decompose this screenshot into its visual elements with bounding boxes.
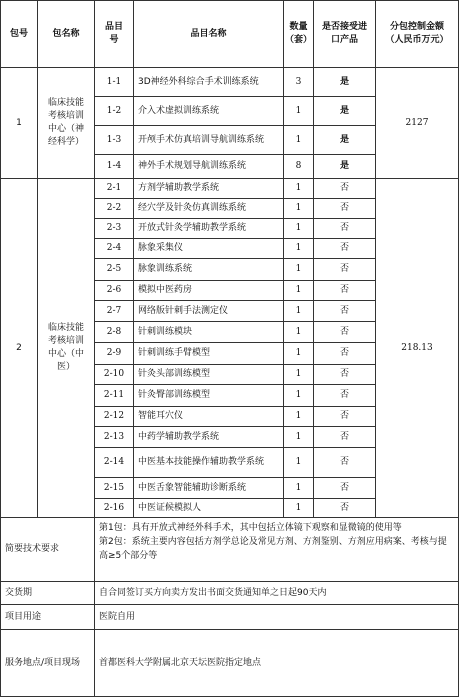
delivery-label: 交货期 <box>0 581 95 605</box>
item-2-4-qty: 1 <box>283 238 314 259</box>
item-2-6-id: 2-6 <box>94 280 134 301</box>
item-2-10-id: 2-10 <box>94 364 134 385</box>
item-2-4-name: 脉象采集仪 <box>133 238 284 259</box>
item-2-6-name: 模拟中医药房 <box>133 280 284 301</box>
item-2-5-id: 2-5 <box>94 258 134 281</box>
item-2-5-qty: 1 <box>283 258 314 281</box>
item-2-3-import: 否 <box>313 218 376 239</box>
delivery-text: 自合同签订买方向卖方发出书面交货通知单之日起90天内 <box>94 581 459 605</box>
item-2-10-name: 针灸头部训练模型 <box>133 364 284 385</box>
header-qty: 数量（套） <box>283 0 314 68</box>
item-2-15-import: 否 <box>313 477 376 499</box>
item-2-10-qty: 1 <box>283 364 314 385</box>
service-place-label: 服务地点/项目现场 <box>0 629 95 697</box>
item-2-2-qty: 1 <box>283 198 314 219</box>
item-2-3-name: 开放式针灸学辅助教学系统 <box>133 218 284 239</box>
item-2-13-name: 中药学辅助教学系统 <box>133 426 284 448</box>
item-2-8-qty: 1 <box>283 321 314 343</box>
header-budget: 分包控制金额（人民币万元） <box>375 0 459 68</box>
item-2-1-id: 2-1 <box>94 178 134 199</box>
item-1-2-id: 1-2 <box>94 96 134 126</box>
item-2-16-qty: 1 <box>283 498 314 518</box>
item-2-6-qty: 1 <box>283 280 314 301</box>
header-item-name: 品目名称 <box>133 0 284 68</box>
item-2-16-import: 否 <box>313 498 376 518</box>
item-2-15-name: 中医舌象智能辅助诊断系统 <box>133 477 284 499</box>
item-1-1-qty: 3 <box>283 67 314 97</box>
item-1-3-qty: 1 <box>283 125 314 155</box>
item-2-13-id: 2-13 <box>94 426 134 448</box>
item-2-6-import: 否 <box>313 280 376 301</box>
pkg1-name: 临床技能考核培训中心（神经科学） <box>37 67 95 179</box>
item-2-11-qty: 1 <box>283 384 314 407</box>
item-2-15-id: 2-15 <box>94 477 134 499</box>
item-2-11-name: 针灸臀部训练模型 <box>133 384 284 407</box>
item-2-8-import: 否 <box>313 321 376 343</box>
pkg2-no: 2 <box>0 178 38 518</box>
item-2-2-import: 否 <box>313 198 376 219</box>
item-2-9-id: 2-9 <box>94 342 134 365</box>
item-2-14-qty: 1 <box>283 447 314 478</box>
tech-text-pkg1: 第1包：具有开放式神经外科手术，其中包括立体镜下观察和显微镜的使用等 <box>99 523 402 533</box>
pkg2-amount: 218.13 <box>375 178 459 518</box>
pkg1-no: 1 <box>0 67 38 179</box>
item-1-1-id: 1-1 <box>94 67 134 97</box>
item-2-13-import: 否 <box>313 426 376 448</box>
item-2-1-name: 方剂学辅助教学系统 <box>133 178 284 199</box>
item-2-8-id: 2-8 <box>94 321 134 343</box>
item-2-14-import: 否 <box>313 447 376 478</box>
item-2-12-import: 否 <box>313 406 376 427</box>
item-1-4-import: 是 <box>313 154 376 179</box>
item-2-1-import: 否 <box>313 178 376 199</box>
item-1-3-import: 是 <box>313 125 376 155</box>
item-2-2-name: 经穴学及针灸仿真训练系统 <box>133 198 284 219</box>
item-2-8-name: 针刺训练模块 <box>133 321 284 343</box>
item-2-12-id: 2-12 <box>94 406 134 427</box>
item-2-2-id: 2-2 <box>94 198 134 219</box>
service-place-text: 首都医科大学附属北京天坛医院指定地点 <box>94 629 459 697</box>
header-pkg-name: 包名称 <box>37 0 95 68</box>
item-2-7-id: 2-7 <box>94 300 134 322</box>
item-2-15-qty: 1 <box>283 477 314 499</box>
item-2-11-id: 2-11 <box>94 384 134 407</box>
item-2-5-name: 脉象训练系统 <box>133 258 284 281</box>
item-1-4-qty: 8 <box>283 154 314 179</box>
item-2-12-name: 智能耳穴仪 <box>133 406 284 427</box>
item-2-16-name: 中医证候模拟人 <box>133 498 284 518</box>
item-2-12-qty: 1 <box>283 406 314 427</box>
item-2-9-name: 针刺训练手臂模型 <box>133 342 284 365</box>
pkg1-amount: 2127 <box>375 67 459 179</box>
header-import: 是否接受进口产品 <box>313 0 376 68</box>
item-1-2-name: 介入术虚拟训练系统 <box>133 96 284 126</box>
item-2-14-name: 中医基本技能操作辅助教学系统 <box>133 447 284 478</box>
item-1-3-name: 开颅手术仿真培训导航训练系统 <box>133 125 284 155</box>
header-item-no: 品目号 <box>94 0 134 68</box>
item-2-5-import: 否 <box>313 258 376 281</box>
tech-requirements-text <box>94 517 459 582</box>
item-2-16-id: 2-16 <box>94 498 134 518</box>
item-2-13-qty: 1 <box>283 426 314 448</box>
item-2-7-import: 否 <box>313 300 376 322</box>
header-pkg-no: 包号 <box>0 0 38 68</box>
tech-requirements-label: 简要技术要求 <box>0 517 95 582</box>
tech-text-pkg2: 第2包：系统主要内容包括方剂学总论及常见方剂、方剂鉴别、方剂应用病案、考核与提高≥5个部分等 <box>99 537 447 561</box>
item-2-1-qty: 1 <box>283 178 314 199</box>
item-2-9-import: 否 <box>313 342 376 365</box>
item-1-1-import: 是 <box>313 67 376 97</box>
pkg2-name: 临床技能考核培训中心（中医） <box>37 178 95 518</box>
item-2-3-qty: 1 <box>283 218 314 239</box>
item-1-4-name: 神外手术规划导航训练系统 <box>133 154 284 179</box>
project-use-text: 医院自用 <box>94 604 459 630</box>
item-1-4-id: 1-4 <box>94 154 134 179</box>
item-2-7-name: 网络版针刺手法测定仪 <box>133 300 284 322</box>
item-2-9-qty: 1 <box>283 342 314 365</box>
item-1-1-name: 3D神经外科综合手术训练系统 <box>133 67 284 97</box>
item-2-10-import: 否 <box>313 364 376 385</box>
item-2-7-qty: 1 <box>283 300 314 322</box>
item-1-2-import: 是 <box>313 96 376 126</box>
item-2-14-id: 2-14 <box>94 447 134 478</box>
item-2-4-id: 2-4 <box>94 238 134 259</box>
item-2-4-import: 否 <box>313 238 376 259</box>
item-2-11-import: 否 <box>313 384 376 407</box>
project-use-label: 项目用途 <box>0 604 95 630</box>
item-1-2-qty: 1 <box>283 96 314 126</box>
item-1-3-id: 1-3 <box>94 125 134 155</box>
item-2-3-id: 2-3 <box>94 218 134 239</box>
